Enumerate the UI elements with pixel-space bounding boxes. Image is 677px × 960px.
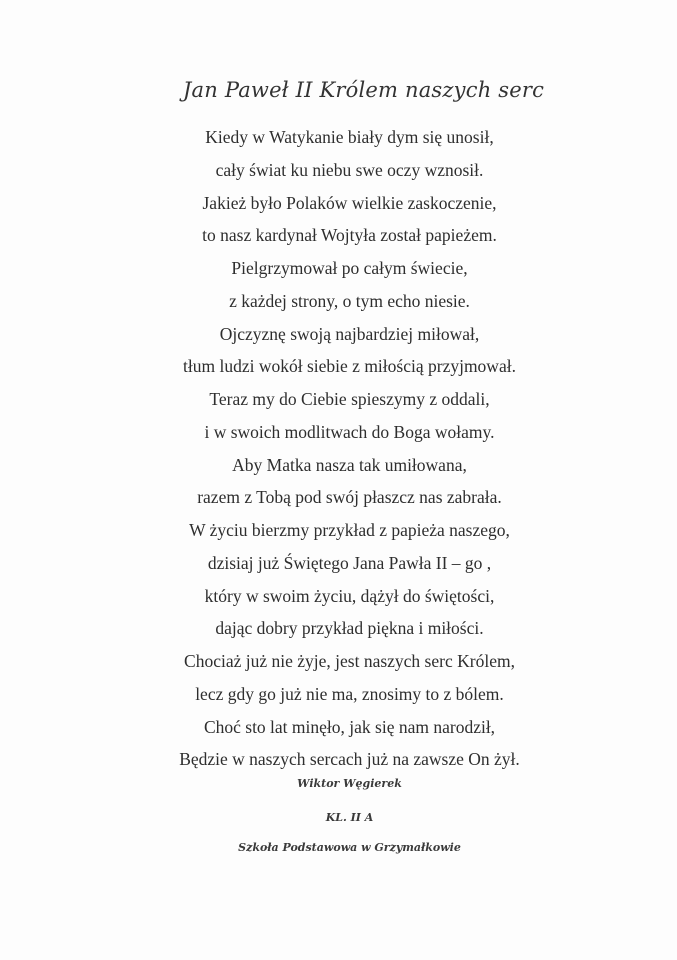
poem-line: razem z Tobą pod swój płaszcz nas zabrała. xyxy=(197,487,502,508)
poem-line: Ojczyznę swoją najbardziej miłował, xyxy=(219,323,480,344)
poem-line: dzisiaj już Świętego Jana Pawła II – go , xyxy=(207,552,492,573)
poem-line: Chociaż już nie żyje, jest naszych serc Królem, xyxy=(184,651,515,671)
poem-line: lecz gdy go już nie ma, znosimy to z bólem. xyxy=(195,683,504,704)
poem-line: Aby Matka nasza tak umiłowana, xyxy=(232,454,467,475)
poem-line: Jakież było Polaków wielkie zaskoczenie, xyxy=(202,192,497,213)
school-name: Szkoła Podstawowa w Grzymałkowie xyxy=(238,841,461,854)
poem-line: Choć sto lat minęło, jak się nam narodził, xyxy=(203,716,496,737)
poem-title: Jan Paweł II Królem naszych serc xyxy=(182,78,545,102)
poem-line: Kiedy w Watykanie biały dym się unosił, xyxy=(205,127,494,147)
poem-line: dając dobry przykład piękna i miłości. xyxy=(215,618,484,639)
author-name: Wiktor Węgierek xyxy=(297,777,402,790)
class-label: KL. II A xyxy=(325,811,374,824)
poem-body xyxy=(0,121,677,776)
poem-line: tłum ludzi wokół siebie z miłością przyjmował. xyxy=(183,356,516,377)
poem-line: Będzie w naszych sercach już na zawsze On żył. xyxy=(179,749,520,770)
poem-line: Pielgrzymował po całym świecie, xyxy=(231,258,468,278)
poem-line: i w swoich modlitwach do Boga wołamy. xyxy=(204,421,495,442)
poem-line: z każdej strony, o tym echo niesie. xyxy=(229,290,470,311)
poem-line: cały świat ku niebu swe oczy wznosił. xyxy=(215,159,484,180)
poem-line: Teraz my do Ciebie spieszymy z oddali, xyxy=(209,389,490,409)
poem-line: który w swoim życiu, dążył do świętości, xyxy=(204,585,495,606)
poem-line: W życiu bierzmy przykład z papieża naszego, xyxy=(189,520,510,540)
poem-line: to nasz kardynał Wojtyła został papieżem. xyxy=(202,225,497,246)
